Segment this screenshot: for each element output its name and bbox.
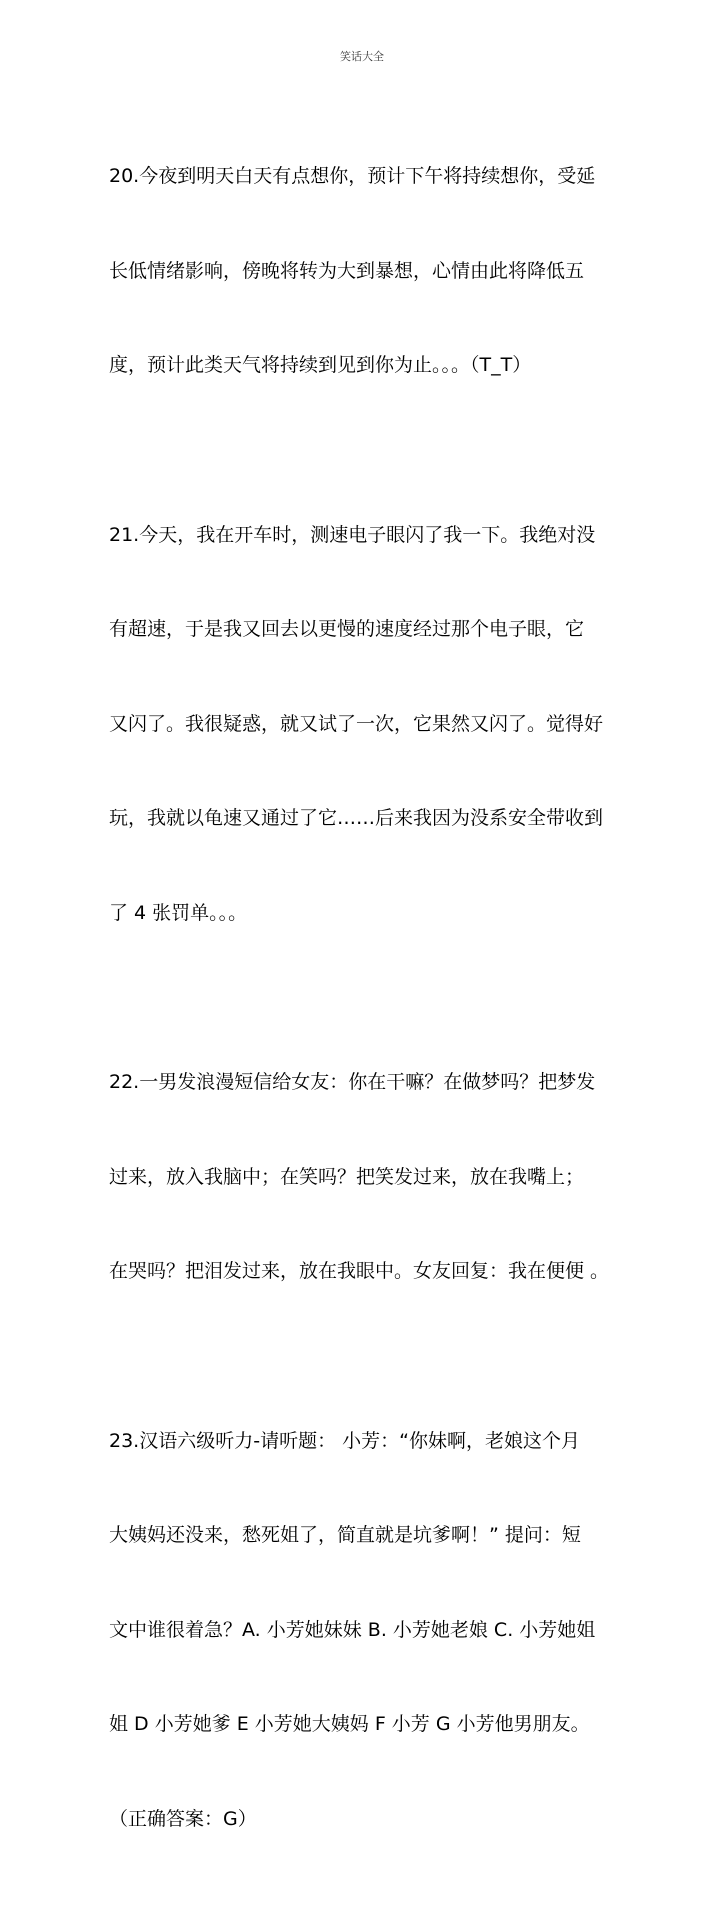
joke-line: 23.汉语六级听力-请听题： 小芳：“你妹啊，老娘这个月 xyxy=(109,1429,580,1452)
joke-line: （正确答案：G） xyxy=(109,1807,257,1830)
joke-line: 在哭吗？把泪发过来，放在我眼中。女友回复：我在便便 。 xyxy=(109,1260,610,1282)
page-header-title: 笑话大全 xyxy=(340,50,384,63)
joke-line: 姐 D 小芳她爹 E 小芳她大姨妈 F 小芳 G 小芳他男朋友。 xyxy=(109,1713,590,1735)
joke-paragraph-22 xyxy=(109,1004,619,1351)
joke-line: 玩，我就以龟速又通过了它……后来我因为没系安全带收到 xyxy=(109,807,604,829)
joke-line: 21.今天，我在开车时，测速电子眼闪了我一下。我绝对没 xyxy=(109,523,596,546)
joke-paragraph-23 xyxy=(109,1363,619,1899)
joke-line: 文中谁很着急？A. 小芳她妹妹 B. 小芳她老娘 C. 小芳她姐 xyxy=(109,1618,596,1641)
joke-line: 长低情绪影响，傍晚将转为大到暴想，心情由此将降低五 xyxy=(109,259,585,282)
joke-list xyxy=(109,98,619,1910)
joke-line: 22.一男发浪漫短信给女友：你在干嘛？在做梦吗？把梦发 xyxy=(109,1071,596,1093)
joke-line: 度，预计此类天气将持续到见到你为止。。。（T_T） xyxy=(109,354,532,376)
joke-paragraph-20 xyxy=(109,98,619,445)
joke-line: 20.今夜到明天白天有点想你，预计下午将持续想你，受延 xyxy=(109,165,596,187)
joke-line: 大姨妈还没来，愁死姐了，简直就是坑爹啊！” 提问：短 xyxy=(109,1524,581,1546)
joke-line: 了 4 张罚单。。。 xyxy=(109,901,248,924)
joke-line: 又闪了。我很疑惑，就又试了一次，它果然又闪了。觉得好 xyxy=(109,712,604,735)
joke-line: 过来，放入我脑中；在笑吗？把笑发过来，放在我嘴上； xyxy=(109,1165,585,1188)
joke-paragraph-21 xyxy=(109,457,619,993)
joke-line: 有超速，于是我又回去以更慢的速度经过那个电子眼，它 xyxy=(109,618,585,640)
